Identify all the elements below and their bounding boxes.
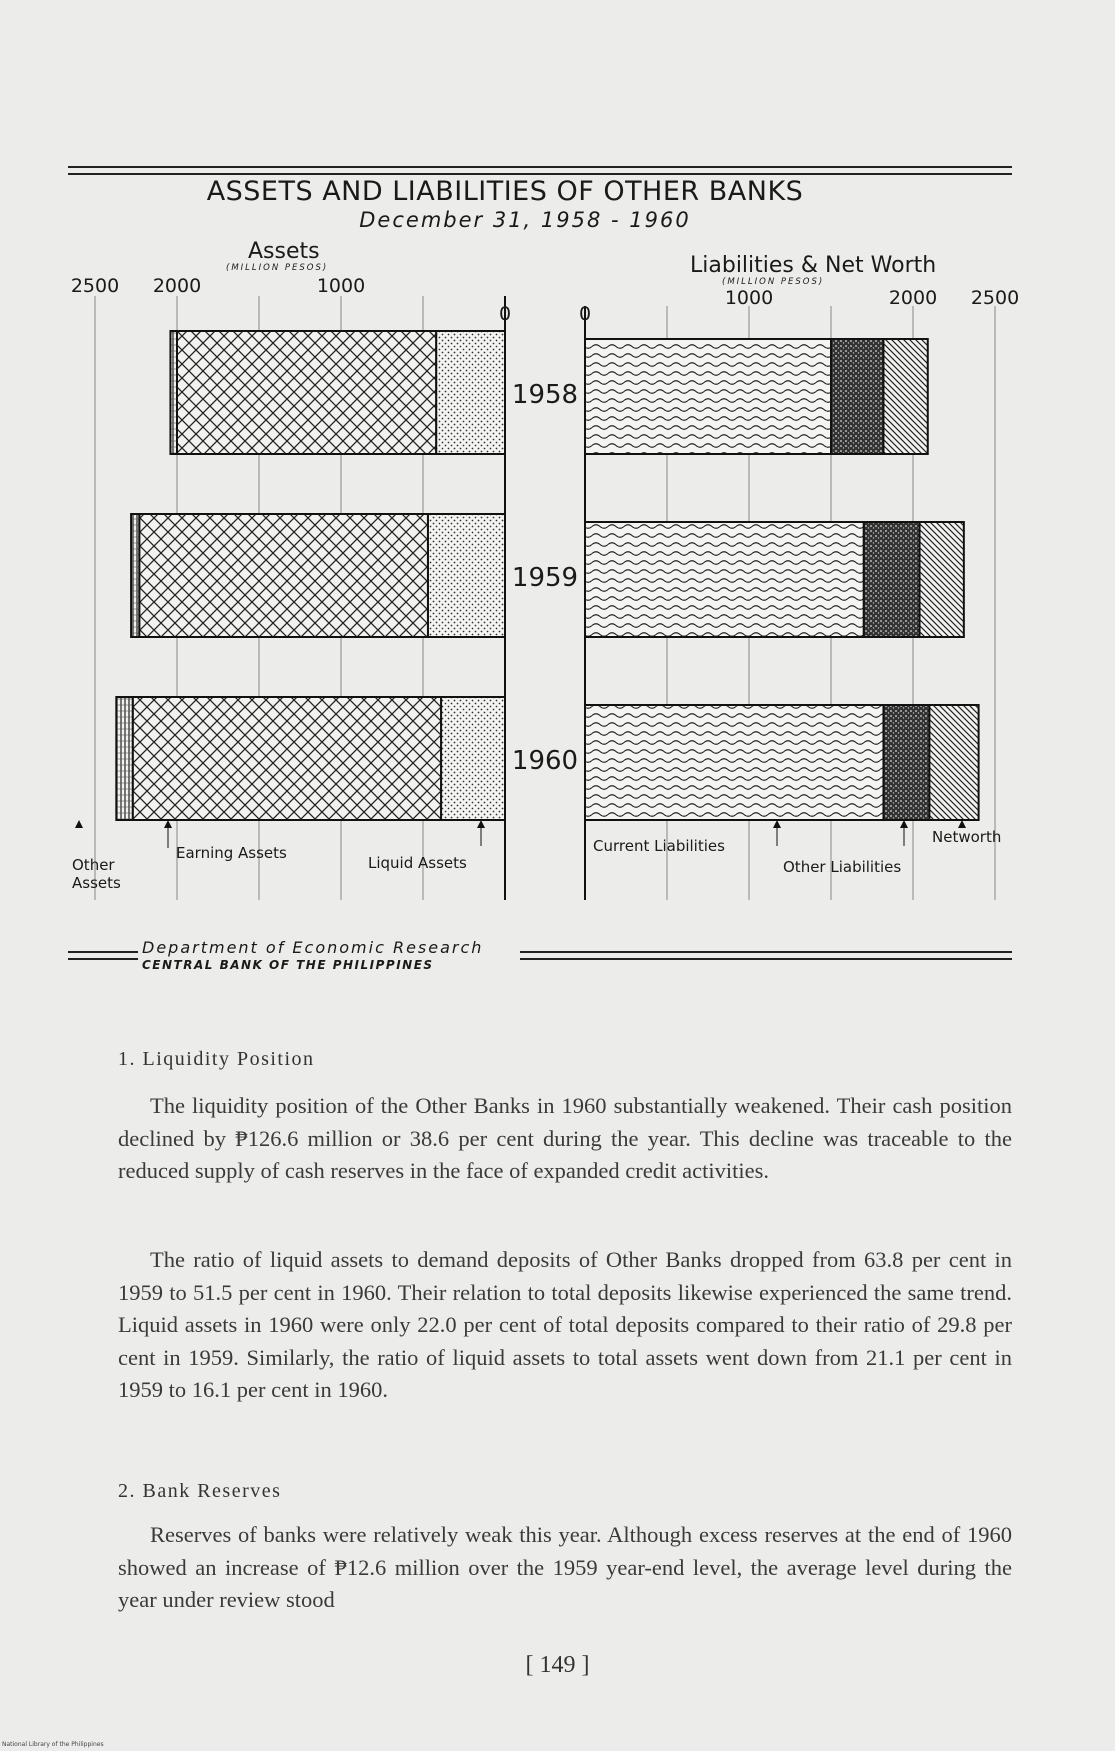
liabilities-bar-segment [920,522,964,637]
year-label: 1958 [511,380,579,410]
liabilities-tick-label: 0 [578,303,592,325]
chart-title: ASSETS AND LIABILITIES OF OTHER BANKS [206,176,804,207]
liabilities-bar-segment [585,522,864,637]
legend-arrow [477,820,485,828]
liabilities-bar-segment [585,705,883,820]
liabilities-bar-segment [864,522,920,637]
section-heading-liquidity: 1. Liquidity Position [118,1048,315,1070]
page-number: [ 149 ] [525,1652,590,1678]
assets-bar-segment [139,514,428,637]
assets-tick-label: 2500 [70,275,120,297]
legend-other-assets-line2: Assets [72,874,121,892]
assets-bar-segment [131,514,139,637]
assets-panel-title: Assets [248,239,320,264]
assets-bar-segment [428,514,505,637]
liabilities-bar-segment [585,339,831,454]
liabilities-unit-label: (MILLION PESOS) [722,277,825,287]
liabilities-tick-label: 2000 [888,287,938,309]
assets-bar-segment [441,697,505,820]
assets-bar-segment [170,331,177,454]
paragraph-liquidity-2: The ratio of liquid assets to demand deposits of Other Banks dropped from 63.8 per cent in 1959 to 51.5 per cent in 1960. Their relation to total deposits likewise experienced the same trend. Liquid assets in 1960 were only 22.0 per cent of total deposits compared to their ratio of 29.8 per cent in 1959. Similarly, the ratio of liquid assets to total assets went down from 21.1 per cent in 1959 to 16.1 per cent in 1960. [118,1247,1012,1402]
assets-bar-segment [133,697,441,820]
bottom-rule-left-1 [68,951,138,953]
legend-networth: Networth [932,828,1002,846]
year-label: 1959 [511,563,579,593]
legend-arrow [958,820,966,828]
assets-bar-segment [116,697,132,820]
legend-arrow [75,820,83,828]
legend-earning-assets: Earning Assets [176,844,287,862]
assets-unit-label: (MILLION PESOS) [226,263,329,273]
liabilities-tick-label: 1000 [724,287,774,309]
assets-tick-label: 2000 [152,275,202,297]
bottom-rule-right-1 [520,951,1012,953]
credit-department: Department of Economic Research [142,938,484,957]
liabilities-panel-title: Liabilities & Net Worth [690,253,937,278]
liabilities-bar-segment [883,705,929,820]
assets-bar-segment [436,331,505,454]
legend-current-liabilities: Current Liabilities [593,837,725,855]
legend-other-assets-line1: Other [72,856,115,874]
paragraph-liquidity-1: The liquidity position of the Other Banks in 1960 substantially weakened. Their cash position declined by ₱126.6 million or 38.6 per cent during the year. This decline was traceable to the reduced supply of cash reserves in the face of expanded credit activities. [118,1093,1012,1183]
assets-tick-label: 0 [498,303,512,325]
year-label: 1960 [511,746,579,776]
legend-arrow [164,820,172,828]
section-heading-reserves: 2. Bank Reserves [118,1480,282,1502]
credit-bank: CENTRAL BANK OF THE PHILIPPINES [142,958,434,972]
legend-other-liabilities: Other Liabilities [783,858,902,876]
chart-subtitle: December 31, 1958 - 1960 [359,208,691,232]
liabilities-bar-segment [883,339,927,454]
liabilities-bar-segment [831,339,883,454]
liabilities-bar-segment [929,705,978,820]
legend-liquid-assets: Liquid Assets [368,854,467,872]
legend-arrow [773,820,781,828]
legend-arrow [900,820,908,828]
paragraph-reserves: Reserves of banks were relatively weak this year. Although excess reserves at the end of 1960 showed an increase of ₱12.6 million over the 1959 year-end level, the average level during the year under review stood [118,1522,1012,1612]
bottom-rule-right-2 [520,958,1012,960]
liabilities-tick-label: 2500 [970,287,1020,309]
assets-tick-label: 1000 [316,275,366,297]
bottom-rule-left-2 [68,958,138,960]
footer-credit: National Library of the Philippines [2,1741,104,1748]
assets-bar-segment [177,331,436,454]
